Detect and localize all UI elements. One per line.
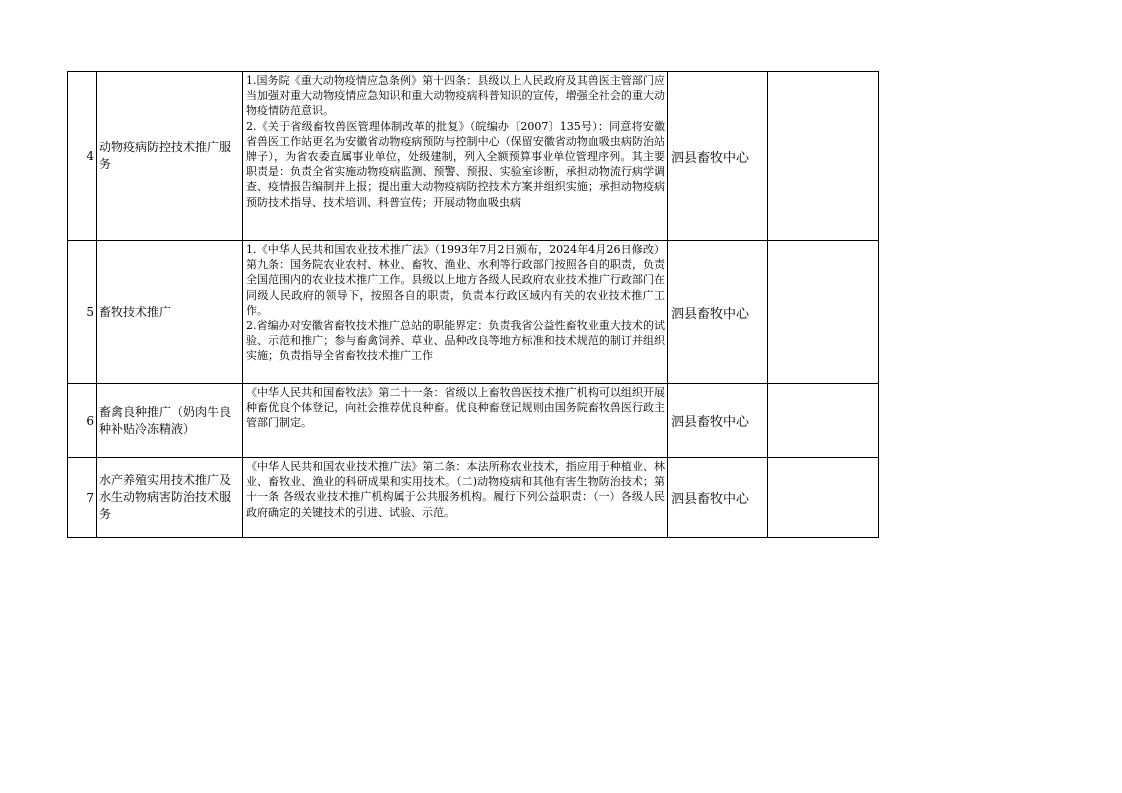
responsible-department: 泗县畜牧中心 xyxy=(668,241,768,384)
table-row xyxy=(68,72,879,241)
legal-basis-text: 1.《中华人民共和国农业技术推广法》（1993年7月2日颁布，2024年4月26日修改）第九条：国务院农业农村、林业、畜牧、渔业、水利等行政部门按照各自的职责，负责全国范围内的农业技术推广工作。县级以上地方各级人民政府农业技术推广行政部门在同级人民政府的领导下，按照各自的职责，负责本行政区域内有关的农业技术推广工作。 2.省编办对安徽省畜牧技术推广总站的职能界定：负责我省公益性畜牧业重大技术的试验、示范和推广；参与畜禽饲养、草业、品种改良等地方标准和技术规范的制订并组织实施；负责指导全省畜牧技术推广工作 xyxy=(246,243,665,363)
row-number: 6 xyxy=(68,384,97,458)
service-table xyxy=(67,71,879,538)
table-row xyxy=(68,458,879,538)
responsible-department: 泗县畜牧中心 xyxy=(668,458,768,538)
table-row xyxy=(68,241,879,384)
legal-basis-text: 《中华人民共和国农业技术推广法》第二条：本法所称农业技术，指应用于种植业、林业、畜牧业、渔业的科研成果和实用技术。（二)动物疫病和其他有害生物防治技术；第十一条 各级农业技术推广机构属于公共服务机构。履行下列公益职责：（一）各级人民政府确定的关键技术的引进、试验、示范。 xyxy=(246,460,665,519)
service-name: 水产养殖实用技术推广及水生动物病害防治技术服务 xyxy=(97,458,243,538)
service-name: 动物疫病防控技术推广服务 xyxy=(97,72,243,241)
legal-basis-cell xyxy=(243,241,668,384)
row-number: 4 xyxy=(68,72,97,241)
remarks-cell xyxy=(768,241,879,384)
row-number: 5 xyxy=(68,241,97,384)
responsible-department: 泗县畜牧中心 xyxy=(668,384,768,458)
legal-basis-cell xyxy=(243,384,668,458)
remarks-cell xyxy=(768,384,879,458)
legal-basis-cell xyxy=(243,458,668,538)
row-number: 7 xyxy=(68,458,97,538)
table-row xyxy=(68,384,879,458)
service-name: 畜牧技术推广 xyxy=(97,241,243,384)
responsible-department: 泗县畜牧中心 xyxy=(668,72,768,241)
legal-basis-text: 《中华人民共和国畜牧法》第二十一条：省级以上畜牧兽医技术推广机构可以组织开展种畜优良个体登记，向社会推荐优良种畜。优良种畜登记规则由国务院畜牧兽医行政主管部门制定。 xyxy=(246,386,665,430)
remarks-cell xyxy=(768,72,879,241)
remarks-cell xyxy=(768,458,879,538)
service-name: 畜禽良种推广（奶肉牛良种补贴冷冻精液） xyxy=(97,384,243,458)
legal-basis-cell xyxy=(243,72,668,241)
legal-basis-text: 1.国务院《重大动物疫情应急条例》第十四条：县级以上人民政府及其兽医主管部门应当加强对重大动物疫情应急知识和重大动物疫病科普知识的宣传，增强全社会的重大动物疫情防范意识。 2.《关于省级畜牧兽医管理体制改革的批复》（皖编办〔2007〕135号）：同意将安徽省兽医工作站更名为安徽省动物疫病预防与控制中心（保留安徽省动物血吸虫病防治站牌子），为省农委直属事业单位，处级建制，列入全额预算事业单位管理序列。其主要职责是：负责全省实施动物疫病监测、预警、预报、实验室诊断，承担动物流行病学调查、疫情报告编制并上报；提出重大动物疫病防控技术方案并组织实施；承担动物疫病预防技术指导、技术培训、科普宣传；开展动物血吸虫病 xyxy=(246,74,665,209)
